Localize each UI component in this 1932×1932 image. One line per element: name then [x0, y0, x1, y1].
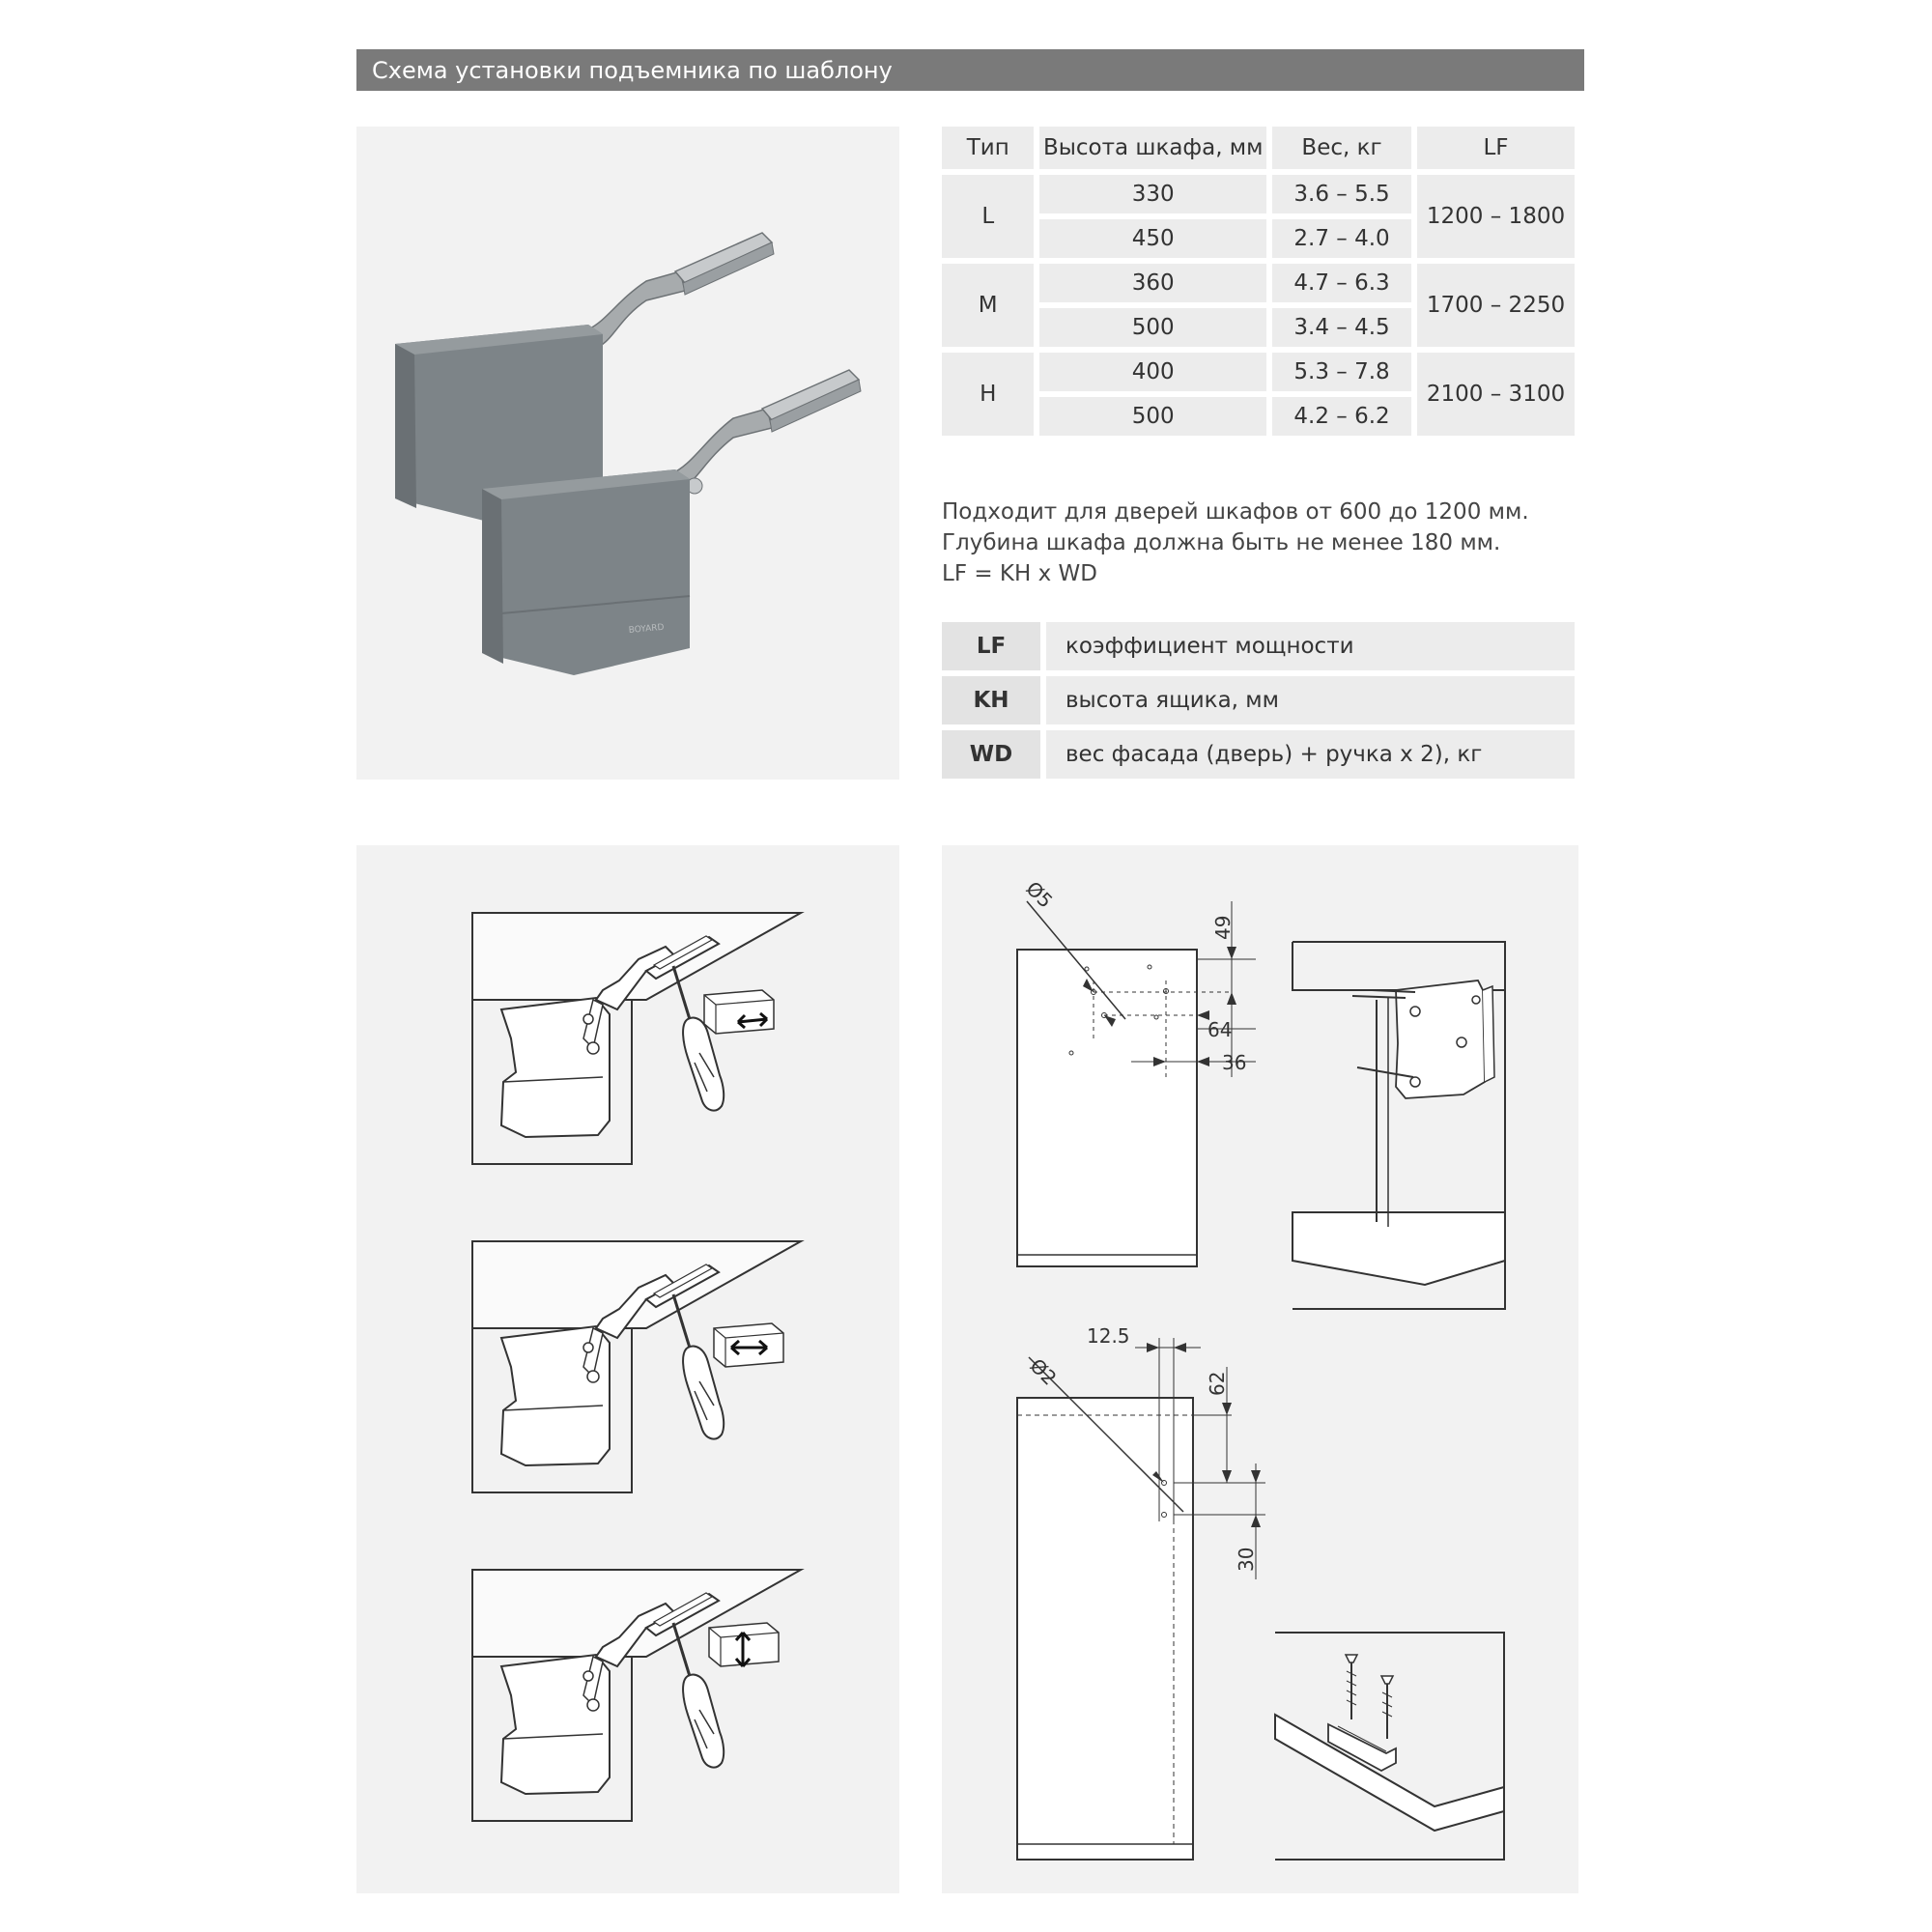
header-lf: LF	[1417, 127, 1575, 169]
legend-table	[936, 616, 1580, 784]
drilling-drawing	[942, 845, 1578, 1893]
height-cell: 400	[1039, 353, 1266, 391]
legend-row	[942, 676, 1575, 724]
product-photo-panel	[356, 127, 899, 780]
lf-cell: 1700 – 2250	[1417, 264, 1575, 347]
step-3-height-adjust	[472, 1570, 801, 1821]
weight-cell: 2.7 – 4.0	[1272, 219, 1411, 258]
spec-header-row	[942, 127, 1575, 169]
bracket-mounting-detail	[1275, 1633, 1504, 1860]
depth-arrow-icon	[704, 990, 774, 1034]
legend-key: LF	[942, 622, 1040, 670]
table-row	[942, 175, 1575, 213]
drilling-template-panel	[942, 845, 1578, 1893]
weight-cell: 3.4 – 4.5	[1272, 308, 1411, 347]
dim-49: 49	[1211, 915, 1235, 940]
screw-icon	[1381, 1676, 1393, 1739]
height-arrow-icon	[709, 1623, 779, 1666]
back-lift-arm	[588, 233, 774, 349]
type-cell: L	[942, 175, 1034, 258]
dim-12-5: 12.5	[1087, 1324, 1130, 1348]
legend-row	[942, 730, 1575, 779]
cabinet-mounted-view	[1293, 942, 1505, 1309]
lift-mechanism-illustration	[356, 127, 899, 780]
height-cell: 500	[1039, 308, 1266, 347]
table-row	[942, 353, 1575, 391]
header-type: Тип	[942, 127, 1034, 169]
type-cell: H	[942, 353, 1034, 436]
dim-d5: Ø5	[1021, 876, 1058, 913]
legend-key: KH	[942, 676, 1040, 724]
note-formula: LF = KH x WD	[942, 561, 1097, 586]
type-cell: M	[942, 264, 1034, 347]
notes	[942, 497, 1529, 589]
side-arrow-icon	[714, 1323, 783, 1367]
legend-value: вес фасада (дверь) + ручка x 2), кг	[1046, 730, 1575, 779]
legend-value: высота ящика, мм	[1046, 676, 1575, 724]
legend-key: WD	[942, 730, 1040, 779]
weight-cell: 3.6 – 5.5	[1272, 175, 1411, 213]
brand-mark: BOYARD	[628, 622, 665, 636]
dim-64: 64	[1208, 1018, 1233, 1041]
title-banner	[356, 49, 1584, 91]
height-cell: 450	[1039, 219, 1266, 258]
dim-d2: Ø2	[1025, 1353, 1062, 1390]
legend-row	[942, 622, 1575, 670]
dim-30: 30	[1235, 1547, 1258, 1572]
weight-cell: 4.7 – 6.3	[1272, 264, 1411, 302]
side-panel-drilling-bottom	[1017, 1324, 1265, 1860]
note-cabinet-depth: Глубина шкафа должна быть не менее 180 мм.	[942, 530, 1501, 555]
height-cell: 500	[1039, 397, 1266, 436]
step-2-side-adjust	[472, 1241, 801, 1492]
height-cell: 360	[1039, 264, 1266, 302]
legend-value: коэффициент мощности	[1046, 622, 1575, 670]
step-1-depth-adjust	[472, 913, 801, 1164]
table-row	[942, 264, 1575, 302]
weight-cell: 4.2 – 6.2	[1272, 397, 1411, 436]
dim-36: 36	[1222, 1051, 1247, 1074]
page-title: Схема установки подъемника по шаблону	[372, 57, 893, 84]
front-lift-arm	[670, 370, 861, 494]
lf-cell: 2100 – 3100	[1417, 353, 1575, 436]
adjustment-steps-panel	[356, 845, 899, 1893]
side-panel-drilling-top	[1017, 877, 1256, 1266]
front-lift-body	[482, 469, 690, 675]
header-height: Высота шкафа, мм	[1039, 127, 1266, 169]
height-cell: 330	[1039, 175, 1266, 213]
spec-table	[936, 121, 1580, 441]
screw-icon	[1346, 1655, 1357, 1719]
adjustment-steps-drawing	[356, 845, 899, 1893]
dim-62: 62	[1206, 1371, 1229, 1396]
weight-cell: 5.3 – 7.8	[1272, 353, 1411, 391]
note-door-size: Подходит для дверей шкафов от 600 до 1200 мм.	[942, 499, 1529, 525]
header-weight: Вес, кг	[1272, 127, 1411, 169]
lf-cell: 1200 – 1800	[1417, 175, 1575, 258]
